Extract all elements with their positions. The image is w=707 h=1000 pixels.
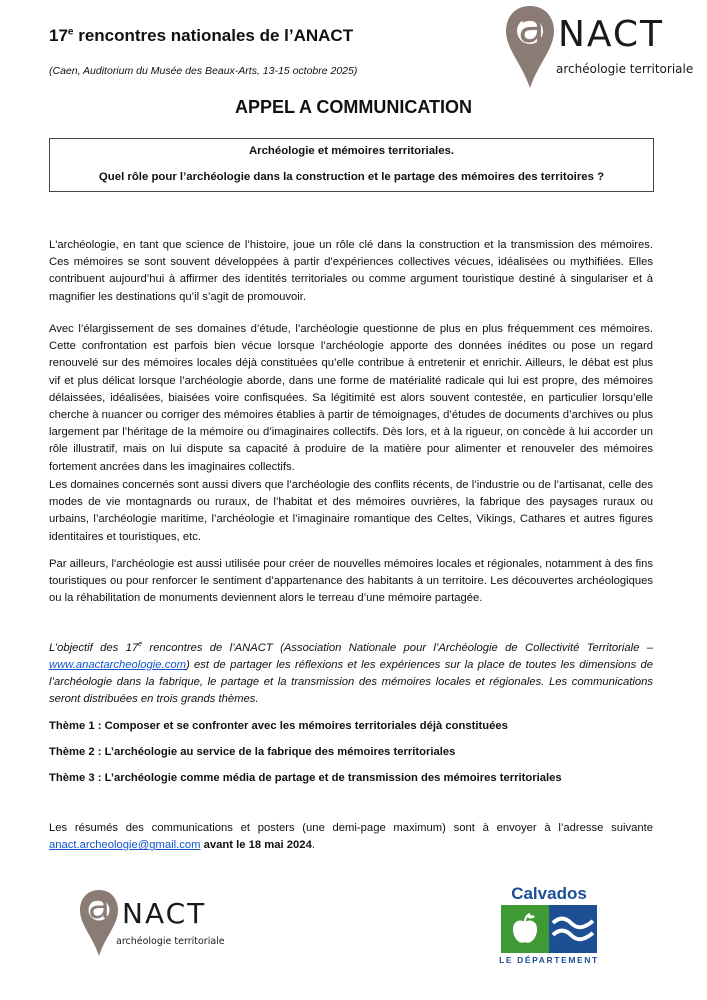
email-link[interactable]: anact.archeologie@gmail.com [49, 839, 201, 852]
submission-paragraph: Les résumés des communications et posters (une demi-page maximum) sont à envoyer à l’adresse suivante anact.archeologie@gmail.com avant le 18 mai 2024. [49, 822, 653, 852]
theme-box [49, 138, 654, 192]
calvados-emblem [501, 905, 597, 953]
paragraph-1: L'archéologie, en tant que science de l’histoire, joue un rôle clé dans la construction et la transmission des mémoires. Ces mémoires se sont souvent développées à partir d'expériences collectives vécues, idéalisées ou mythifiées. Elles contribuent aujourd’hui à affirmer des identités territoriales ou comme argument touristique destiné à singulariser et à magnifier les destinations qu’il s’agit de promouvoir. [49, 239, 653, 303]
logo-subtitle: archéologie territoriale [556, 62, 694, 76]
paragraph-2: Avec l’élargissement de ses domaines d’étude, l’archéologie questionne de plus en plus fréquemment ces mémoires. Cette confrontation est parfois bien vécue lorsque l’archéologie apporte des données inédites ou pose un regard renouvelé sur des mémoires locales déjà constituées qu’elle contribue à entretenir et enrichir. Ailleurs, le débat est plus vif et plus délicat lorsque l’archéologie aborde, dans une forme de matérialité radicale qui lui est propre, des mémoires délaissées, idéalisées, biaisées voire confisquées. Sa légitimité est alors souvent contestée, en particulier lorsqu’elle cherche à nuancer ou corriger des mémoires établies à partir de témoignages, d’études de documents d’archives ou plus largement par l’héritage de la mémoire ou d’imaginaires collectifs. Dès lors, et à la rigueur, on concède à lui accorder un rôle illustratif, mais on lui dispute sa capacité à produire de la matière pour alimenter et renouveler des mémoires fortement ancrées dans les imaginaires collectifs. [49, 323, 653, 473]
logo-name: NACT [122, 897, 207, 930]
objective-paragraph: L’objectif des 17e rencontres de l’ANACT (Association Nationale pour l’Archéologie de Collectivité Territoriale – www.anactarcheologie.com) est de partager les réflexions et les expériences sur la place de toutes les dimensions de l’archéologie dans la fabrique, le partage et la transmission des mémoires locales et régionales. Les communications seront distribuées en trois grands thèmes. [49, 641, 653, 706]
calvados-emblem-icon [501, 905, 597, 953]
theme-box-line2: Quel rôle pour l’archéologie dans la construction et le partage des mémoires des territoires ? [98, 171, 605, 183]
theme-2: Thème 2 : L’archéologie au service de la fabrique des mémoires territoriales [49, 746, 456, 758]
deadline: avant le 18 mai 2024 [200, 839, 312, 852]
theme-1: Thème 1 : Composer et se confronter avec les mémoires territoriales déjà constituées [49, 720, 508, 732]
anact-logo-top [504, 4, 704, 94]
website-link[interactable]: www.anactarcheologie.com [49, 658, 186, 671]
logo-subtitle: archéologie territoriale [116, 936, 225, 947]
paragraph-3: Les domaines concernés sont aussi divers que l’archéologie des conflits récents, de l’industrie ou de l’artisanat, celle des modes de vie montagnards ou ruraux, de l’habitat et des mémoires ouvrières, la fabrique des paysages ruraux ou urbains, l’archéologie maritime, l’archéologie et l’imaginaire romantique des Celtes, Vikings, Cathares et autres figures identitaires et touristiques, etc. [49, 479, 653, 543]
logo-name: NACT [558, 14, 665, 55]
theme-box-line1: Archéologie et mémoires territoriales. [248, 145, 455, 157]
logo-letter: a [88, 886, 111, 927]
paragraph-4: Par ailleurs, l'archéologie est aussi utilisée pour créer de nouvelles mémoires locales et régionales, notamment à des fins touristiques ou pour renforcer le sentiment d’appartenance des habitants à un territoire. Les découvertes archéologiques ou la réhabilitation de monuments deviennent alors le terreau d’une mémoire partagée. [49, 558, 653, 605]
calvados-department: LE DÉPARTEMENT [499, 955, 599, 965]
calvados-name: Calvados [511, 884, 587, 903]
event-venue: (Caen, Auditorium du Musée des Beaux-Arts, 13-15 octobre 2025) [49, 65, 358, 77]
theme-3: Thème 3 : L’archéologie comme média de partage et de transmission des mémoires territoriales [49, 772, 562, 784]
anact-logo-bottom [78, 888, 238, 960]
event-title: 17e rencontres nationales de l’ANACT [49, 26, 354, 45]
page-title: APPEL A COMMUNICATION [235, 97, 472, 117]
logo-letter: a [518, 2, 545, 53]
